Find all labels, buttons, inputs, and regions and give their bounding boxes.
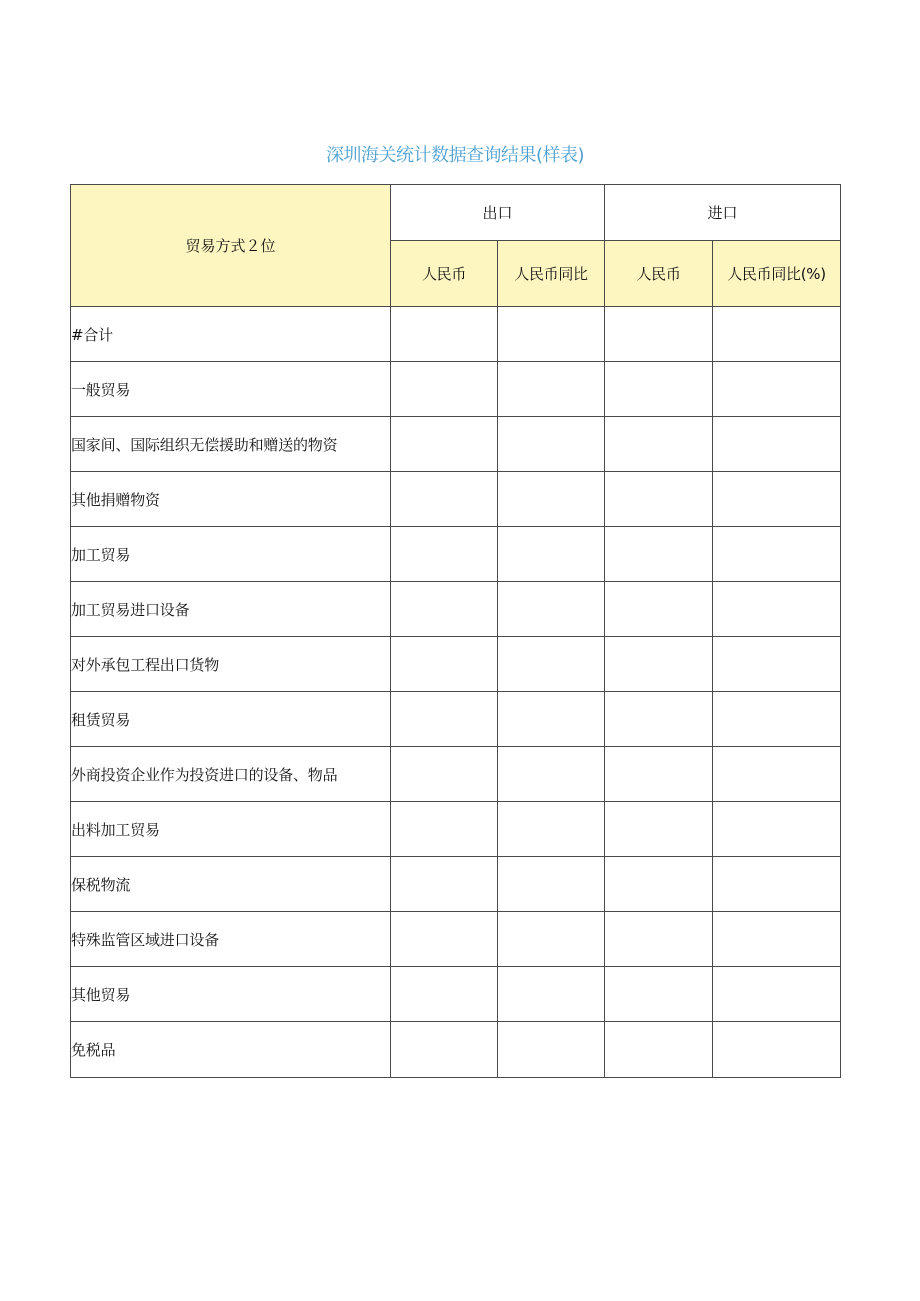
import-rmb-header: 人民币: [605, 241, 713, 307]
export-rmb-yoy-cell: [498, 692, 605, 747]
import-rmb-yoy-cell: [713, 747, 841, 802]
import-rmb-cell: [605, 802, 713, 857]
export-rmb-yoy-cell: [498, 307, 605, 362]
import-rmb-cell: [605, 362, 713, 417]
export-rmb-yoy-header: 人民币同比: [498, 241, 605, 307]
export-rmb-cell: [391, 637, 498, 692]
import-rmb-cell: [605, 307, 713, 362]
export-rmb-yoy-cell: [498, 747, 605, 802]
export-rmb-yoy-cell: [498, 1022, 605, 1078]
export-rmb-yoy-cell: [498, 527, 605, 582]
trade-mode-label: 外商投资企业作为投资进口的设备、物品: [71, 747, 391, 802]
export-rmb-cell: [391, 472, 498, 527]
trade-mode-header: 贸易方式２位: [71, 185, 391, 307]
header-row-groups: [71, 185, 841, 241]
import-rmb-cell: [605, 472, 713, 527]
export-rmb-cell: [391, 362, 498, 417]
export-rmb-cell: [391, 802, 498, 857]
table-row: [71, 1022, 841, 1078]
trade-mode-label: 特殊监管区域进口设备: [71, 912, 391, 967]
export-rmb-cell: [391, 307, 498, 362]
import-rmb-yoy-cell: [713, 912, 841, 967]
import-rmb-cell: [605, 417, 713, 472]
trade-mode-label: 其他捐赠物资: [71, 472, 391, 527]
table-row: [71, 472, 841, 527]
export-rmb-cell: [391, 417, 498, 472]
import-rmb-cell: [605, 692, 713, 747]
import-rmb-cell: [605, 857, 713, 912]
table-row: [71, 857, 841, 912]
table-row: [71, 967, 841, 1022]
import-rmb-yoy-cell: [713, 417, 841, 472]
export-rmb-yoy-cell: [498, 362, 605, 417]
import-rmb-cell: [605, 967, 713, 1022]
import-rmb-yoy-cell: [713, 857, 841, 912]
import-rmb-yoy-cell: [713, 967, 841, 1022]
export-rmb-cell: [391, 857, 498, 912]
export-rmb-yoy-cell: [498, 857, 605, 912]
trade-mode-label: #合计: [71, 307, 391, 362]
export-rmb-yoy-cell: [498, 637, 605, 692]
table-row: [71, 747, 841, 802]
export-group-header: 出口: [391, 185, 605, 241]
table-row: [71, 362, 841, 417]
import-rmb-cell: [605, 912, 713, 967]
table-row: [71, 692, 841, 747]
import-rmb-yoy-header: 人民币同比(%): [713, 241, 841, 307]
export-rmb-yoy-cell: [498, 417, 605, 472]
table-row: [71, 582, 841, 637]
export-rmb-cell: [391, 747, 498, 802]
import-group-header: 进口: [605, 185, 841, 241]
table-header: [71, 185, 841, 307]
table-row: [71, 912, 841, 967]
import-rmb-yoy-cell: [713, 802, 841, 857]
trade-mode-label: 出料加工贸易: [71, 802, 391, 857]
import-rmb-yoy-cell: [713, 362, 841, 417]
trade-mode-label: 保税物流: [71, 857, 391, 912]
export-rmb-header: 人民币: [391, 241, 498, 307]
export-rmb-cell: [391, 527, 498, 582]
import-rmb-yoy-cell: [713, 637, 841, 692]
table-row: [71, 307, 841, 362]
trade-mode-label: 免税品: [71, 1022, 391, 1078]
import-rmb-cell: [605, 637, 713, 692]
import-rmb-yoy-cell: [713, 472, 841, 527]
import-rmb-yoy-cell: [713, 307, 841, 362]
trade-mode-label: 租赁贸易: [71, 692, 391, 747]
import-rmb-yoy-cell: [713, 1022, 841, 1078]
export-rmb-yoy-cell: [498, 912, 605, 967]
import-rmb-cell: [605, 582, 713, 637]
trade-mode-label: 其他贸易: [71, 967, 391, 1022]
table-row: [71, 802, 841, 857]
table-body: [71, 307, 841, 1078]
export-rmb-cell: [391, 967, 498, 1022]
trade-mode-label: 加工贸易进口设备: [71, 582, 391, 637]
trade-mode-label: 一般贸易: [71, 362, 391, 417]
export-rmb-cell: [391, 582, 498, 637]
table-row: [71, 637, 841, 692]
export-rmb-yoy-cell: [498, 472, 605, 527]
import-rmb-yoy-cell: [713, 692, 841, 747]
page-title: 深圳海关统计数据查询结果(样表): [325, 145, 585, 166]
table-row: [71, 417, 841, 472]
import-rmb-cell: [605, 747, 713, 802]
export-rmb-cell: [391, 1022, 498, 1078]
import-rmb-yoy-cell: [713, 527, 841, 582]
table-row: [71, 527, 841, 582]
trade-mode-label: 加工贸易: [71, 527, 391, 582]
trade-mode-label: 对外承包工程出口货物: [71, 637, 391, 692]
import-rmb-cell: [605, 1022, 713, 1078]
export-rmb-yoy-cell: [498, 967, 605, 1022]
statistics-table: [70, 184, 841, 1078]
export-rmb-yoy-cell: [498, 802, 605, 857]
export-rmb-yoy-cell: [498, 582, 605, 637]
trade-mode-label: 国家间、国际组织无偿援助和赠送的物资: [71, 417, 391, 472]
import-rmb-cell: [605, 527, 713, 582]
import-rmb-yoy-cell: [713, 582, 841, 637]
export-rmb-cell: [391, 692, 498, 747]
export-rmb-cell: [391, 912, 498, 967]
